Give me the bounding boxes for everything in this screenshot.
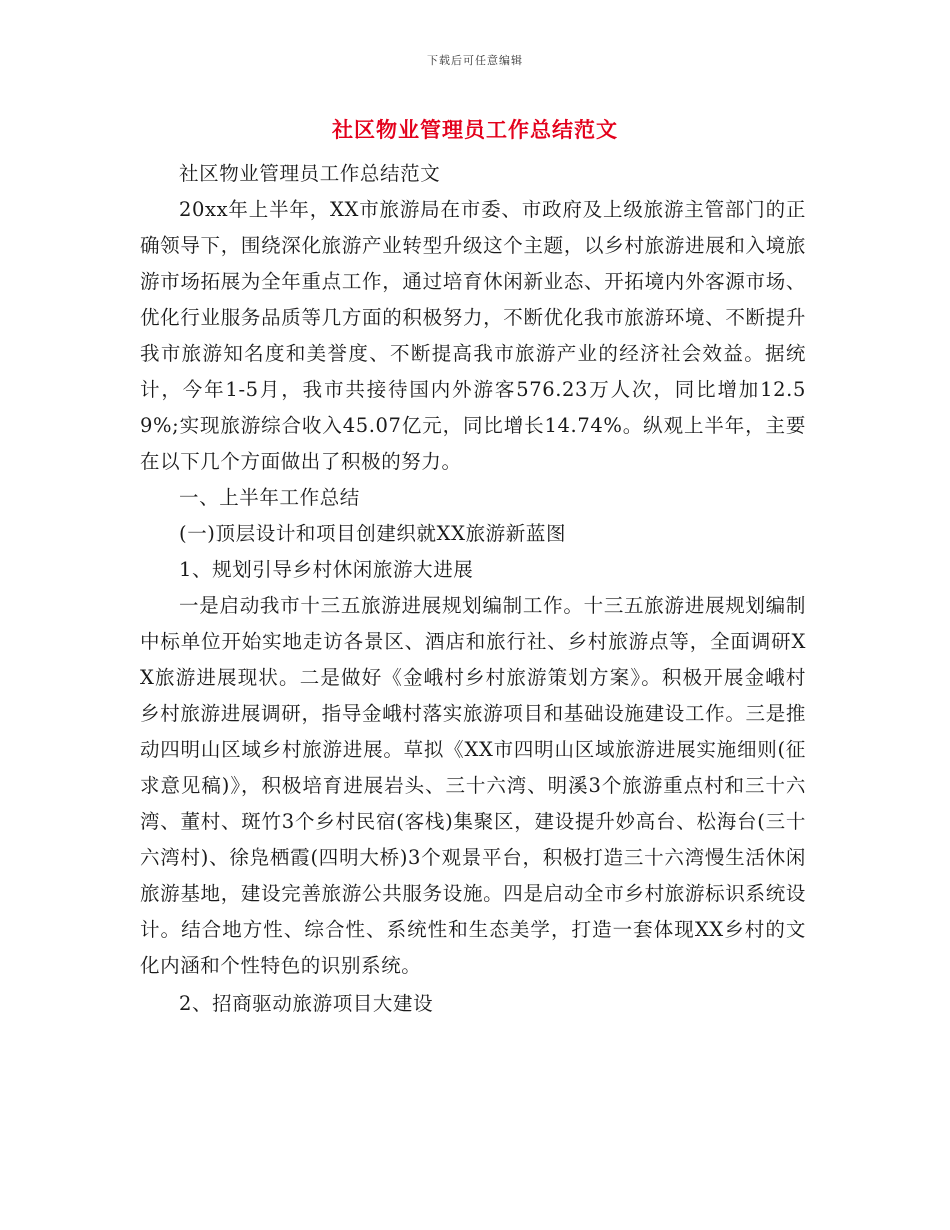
paragraph-intro: 20xx年上半年，XX市旅游局在市委、市政府及上级旅游主管部门的正确领导下，围绕深化旅游产业转型升级这个主题，以乡村旅游进展和入境旅游市场拓展为全年重点工作，通过培育休闲新业态、开拓境内外客源市场、优化行业服务品质等几方面的积极努力，不断优化我市旅游环境、不断提升我市旅游知名度和美誉度、不断提高我市旅游产业的经济社会效益。据统计，今年1-5月，我市共接待国内外游客576.23万人次，同比增加12.59%;实现旅游综合收入45.07亿元，同比增长14.74%。纵观上半年，主要在以下几个方面做出了积极的努力。	[140, 198, 806, 473]
paragraph-subtitle: 社区物业管理员工作总结范文	[179, 162, 441, 185]
header-note: 下载后可任意编辑	[427, 54, 523, 67]
paragraph-item-1: 一是启动我市十三五旅游进展规划编制工作。十三五旅游进展规划编制中标单位开始实地走访各景区、酒店和旅行社、乡村旅游点等，全面调研XX旅游进展现状。二是做好《金峨村乡村旅游策划方案》。积极开展金峨村乡村旅游进展调研，指导金峨村落实旅游项目和基础设施建设工作。三是推动四明山区域乡村旅游进展。草拟《XX市四明山区域旅游进展实施细则(征求意见稿)》，积极培育进展岩头、三十六湾、明溪3个旅游重点村和三十六湾、董村、斑竹3个乡村民宿(客栈)集聚区，建设提升妙高台、松海台(三十六湾村)、徐凫栖霞(四明大桥)3个观景平台，积极打造三十六湾慢生活休闲旅游基地，建设完善旅游公共服务设施。四是启动全市乡村旅游标识系统设计。结合地方性、综合性、系统性和生态美学，打造一套体现XX乡村的文化内涵和个性特色的识别系统。	[140, 594, 806, 977]
item-heading-1: 1、规划引导乡村休闲旅游大进展	[179, 558, 474, 581]
document-title: 社区物业管理员工作总结范文	[332, 117, 618, 142]
item-heading-2: 2、招商驱动旅游项目大建设	[179, 992, 434, 1015]
subsection-heading: (一)顶层设计和项目创建织就XX旅游新蓝图	[179, 522, 567, 545]
section-heading: 一、上半年工作总结	[179, 486, 360, 509]
document-body	[140, 156, 806, 1022]
